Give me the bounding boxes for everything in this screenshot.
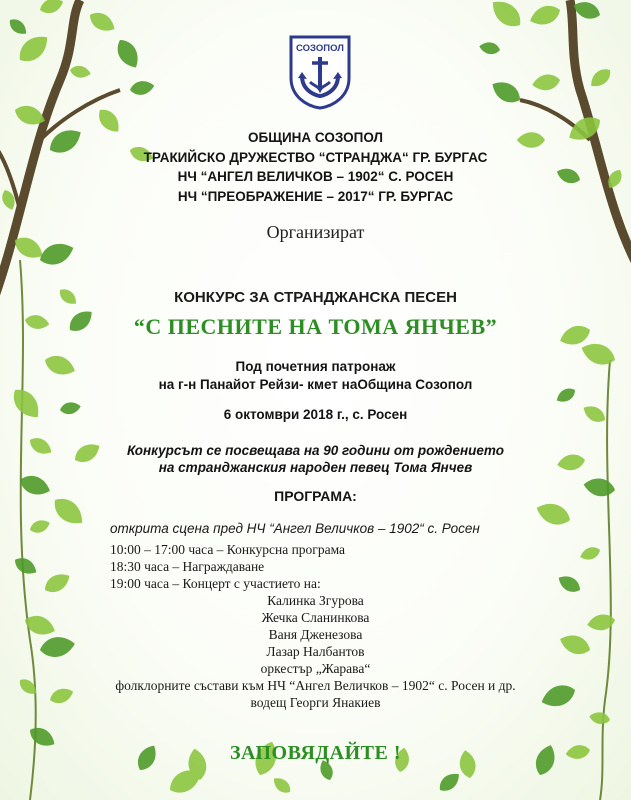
- leaf: [38, 0, 66, 16]
- contest-title: “С ПЕСНИТЕ НА ТОМА ЯНЧЕВ”: [133, 314, 498, 339]
- schedule-item: 19:00 часа – Концерт с участието на:: [110, 576, 321, 591]
- organizers-block: [0, 128, 631, 206]
- contest-label: КОНКУРС ЗА СТРАНДЖАНСКА ПЕСЕН: [174, 289, 457, 306]
- dedication-line: Конкурсът се посвещава на 90 години от рождението: [126, 443, 504, 458]
- program-label: ПРОГРАМА:: [274, 488, 357, 504]
- performer-item: оркестър „Жарава“: [260, 661, 371, 676]
- performer-item: фолклорните състави към НЧ “Ангел Величков – 1902“ с. Росен и др.: [115, 678, 516, 693]
- leaf: [587, 65, 615, 91]
- logo-text: СОЗОПОЛ: [296, 43, 344, 54]
- leaf: [129, 79, 156, 97]
- performer-item: Лазар Налбантов: [266, 644, 365, 659]
- program-intro: открита сцена пред НЧ “Ангел Величков – 1902“ с. Росен: [110, 521, 480, 536]
- invite-text: ЗАПОВЯДАЙТЕ !: [229, 742, 401, 764]
- organize-label: Организират: [266, 222, 365, 242]
- leaf: [588, 711, 611, 726]
- organizer-line: ТРАКИЙСКО ДРУЖЕСТВО “СТРАНДЖА“ ГР. БУРГАС: [143, 149, 488, 165]
- leaf: [531, 72, 561, 92]
- performer-item: Ваня Дженезова: [268, 627, 363, 642]
- leaf: [112, 36, 143, 72]
- performer-item: Жечка Сланинкова: [261, 610, 370, 625]
- performer-item: Калинка Згурова: [267, 593, 364, 608]
- organizer-line: ОБЩИНА СОЗОПОЛ: [248, 130, 383, 145]
- leaf: [436, 769, 464, 795]
- schedule-item: 10:00 – 17:00 часа – Конкурсна програма: [110, 542, 346, 557]
- leaf: [6, 16, 30, 38]
- leaf: [12, 554, 40, 578]
- dedication-line: на странджанския народен певец Тома Янчев: [158, 460, 473, 475]
- leaf: [487, 0, 527, 32]
- leaf: [28, 517, 52, 535]
- leaf: [69, 64, 92, 79]
- patronage-line: Под почетния патронаж: [235, 359, 396, 374]
- dedication-block: [0, 442, 631, 476]
- patronage-block: [0, 358, 631, 394]
- leaf: [270, 774, 294, 796]
- organizer-line: НЧ “ПРЕОБРАЖЕНИЕ – 2017“ ГР. БУРГАС: [177, 188, 454, 204]
- performers-list: [0, 592, 631, 711]
- patronage-line: на г-н Панайот Рейзи- кмет наОбщина Созопол: [158, 377, 473, 392]
- schedule-list: [110, 541, 345, 592]
- leaf: [527, 2, 563, 29]
- sozopol-logo: [288, 34, 352, 110]
- schedule-item: 18:30 часа – Награждаване: [110, 559, 265, 574]
- leaf: [14, 30, 54, 68]
- leaf: [488, 77, 524, 108]
- performer-item: водещ Георги Янакиев: [250, 695, 381, 710]
- organizer-line: НЧ “АНГЕЛ ВЕЛИЧКОВ – 1902“ С. РОСЕН: [177, 169, 454, 184]
- leaf: [478, 41, 501, 56]
- leaf: [37, 239, 77, 269]
- date-place: 6 октомври 2018 г., с. Росен: [223, 407, 408, 422]
- leaf: [86, 8, 118, 36]
- leaf: [578, 545, 602, 563]
